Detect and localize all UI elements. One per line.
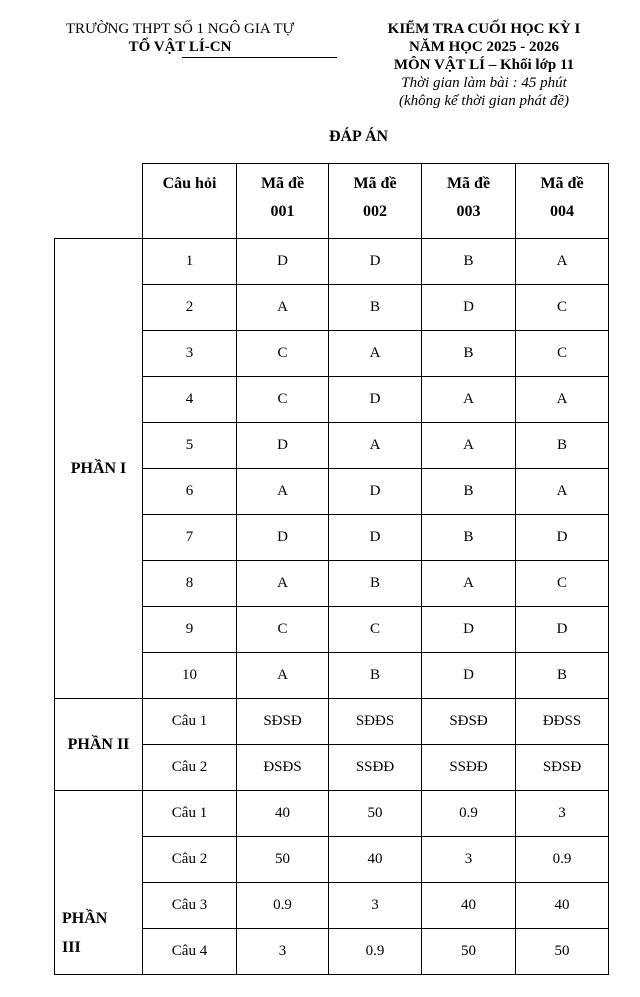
answer-cell: A <box>237 561 329 607</box>
subject: MÔN VẬT LÍ – Khối lớp 11 <box>393 57 575 73</box>
answer-cell: D <box>422 607 516 653</box>
table-header-row <box>55 164 609 239</box>
answer-cell: 40 <box>237 791 329 837</box>
school-name: TRƯỜNG THPT SỐ 1 NGÔ GIA TỰ <box>65 21 295 37</box>
answer-cell: 40 <box>329 837 422 883</box>
answer-cell: 40 <box>422 883 516 929</box>
answer-cell: SSĐĐ <box>422 745 516 791</box>
answer-cell: 3 <box>422 837 516 883</box>
answer-cell: SĐĐS <box>329 699 422 745</box>
school-year: NĂM HỌC 2025 - 2026 <box>409 39 559 55</box>
answer-cell: D <box>422 653 516 699</box>
part3-label: PHẦN III <box>55 791 143 975</box>
answer-cell: D <box>422 285 516 331</box>
answer-cell: ĐSĐS <box>237 745 329 791</box>
question-header: Câu hỏi <box>143 164 237 239</box>
answer-cell: D <box>516 515 609 561</box>
answer-cell: 40 <box>516 883 609 929</box>
question-cell: 3 <box>143 331 237 377</box>
question-cell: Câu 2 <box>143 837 237 883</box>
answer-cell: B <box>516 423 609 469</box>
exam-title: KIỂM TRA CUỐI HỌC KỲ I <box>387 21 581 37</box>
table-row <box>55 699 609 745</box>
answer-cell: 0.9 <box>329 929 422 975</box>
answer-cell: 3 <box>237 929 329 975</box>
question-cell: 1 <box>143 239 237 285</box>
answer-cell: C <box>237 377 329 423</box>
answer-cell: A <box>237 653 329 699</box>
answer-cell: 0.9 <box>422 791 516 837</box>
question-cell: Câu 1 <box>143 699 237 745</box>
code-header-002: Mã đề 002 <box>329 164 422 239</box>
answer-cell: A <box>237 285 329 331</box>
part1-label: PHẦN I <box>55 239 143 699</box>
answer-cell: SĐSĐ <box>237 699 329 745</box>
answer-cell: A <box>516 469 609 515</box>
answer-cell: C <box>516 285 609 331</box>
answer-cell: D <box>516 607 609 653</box>
answer-cell: B <box>422 239 516 285</box>
answer-cell: D <box>329 515 422 561</box>
answer-cell: A <box>237 469 329 515</box>
answer-cell: D <box>237 515 329 561</box>
answer-table <box>54 163 609 975</box>
answer-cell: C <box>516 561 609 607</box>
part2-label: PHẦN II <box>55 699 143 791</box>
code-header-001: Mã đề 001 <box>237 164 329 239</box>
duration-note: (không kể thời gian phát đề) <box>398 93 570 109</box>
department-name: TỔ VẬT LÍ-CN <box>128 39 232 55</box>
exam-header <box>350 20 618 110</box>
answer-cell: A <box>422 377 516 423</box>
answer-cell: 50 <box>237 837 329 883</box>
answer-cell: A <box>422 423 516 469</box>
question-cell: 5 <box>143 423 237 469</box>
answer-cell: 0.9 <box>516 837 609 883</box>
answer-cell: 3 <box>329 883 422 929</box>
answer-cell: ĐĐSS <box>516 699 609 745</box>
question-cell: 9 <box>143 607 237 653</box>
answer-cell: D <box>329 377 422 423</box>
answer-cell: 50 <box>422 929 516 975</box>
question-cell: Câu 2 <box>143 745 237 791</box>
answer-cell: A <box>329 423 422 469</box>
answer-cell: D <box>237 239 329 285</box>
answer-cell: 0.9 <box>237 883 329 929</box>
answer-cell: D <box>329 469 422 515</box>
answer-cell: SĐSĐ <box>516 745 609 791</box>
table-row <box>55 791 609 837</box>
answer-cell: B <box>422 515 516 561</box>
question-cell: 4 <box>143 377 237 423</box>
answer-cell: D <box>329 239 422 285</box>
question-cell: 8 <box>143 561 237 607</box>
duration: Thời gian làm bài : 45 phút <box>401 75 567 91</box>
answer-cell: B <box>329 653 422 699</box>
answer-cell: C <box>237 607 329 653</box>
answer-cell: SĐSĐ <box>422 699 516 745</box>
question-cell: 2 <box>143 285 237 331</box>
code-header-003: Mã đề 003 <box>422 164 516 239</box>
answer-key-title: ĐÁP ÁN <box>328 128 389 145</box>
answer-cell: B <box>422 469 516 515</box>
answer-cell: SSĐĐ <box>329 745 422 791</box>
school-header <box>40 20 320 58</box>
answer-cell: C <box>516 331 609 377</box>
answer-cell: B <box>329 561 422 607</box>
answer-cell: D <box>237 423 329 469</box>
question-cell: 10 <box>143 653 237 699</box>
answer-cell: A <box>422 561 516 607</box>
question-cell: 7 <box>143 515 237 561</box>
answer-cell: C <box>329 607 422 653</box>
answer-cell: 50 <box>329 791 422 837</box>
department-underline <box>182 57 337 58</box>
answer-cell: A <box>329 331 422 377</box>
answer-cell: A <box>516 239 609 285</box>
answer-cell: 50 <box>516 929 609 975</box>
table-row <box>55 239 609 285</box>
answer-cell: A <box>516 377 609 423</box>
answer-cell: B <box>516 653 609 699</box>
question-cell: Câu 1 <box>143 791 237 837</box>
question-cell: 6 <box>143 469 237 515</box>
code-header-004: Mã đề 004 <box>516 164 609 239</box>
question-cell: Câu 3 <box>143 883 237 929</box>
answer-cell: 3 <box>516 791 609 837</box>
answer-cell: C <box>237 331 329 377</box>
answer-cell: B <box>329 285 422 331</box>
header-blank <box>55 164 143 239</box>
question-cell: Câu 4 <box>143 929 237 975</box>
answer-cell: B <box>422 331 516 377</box>
